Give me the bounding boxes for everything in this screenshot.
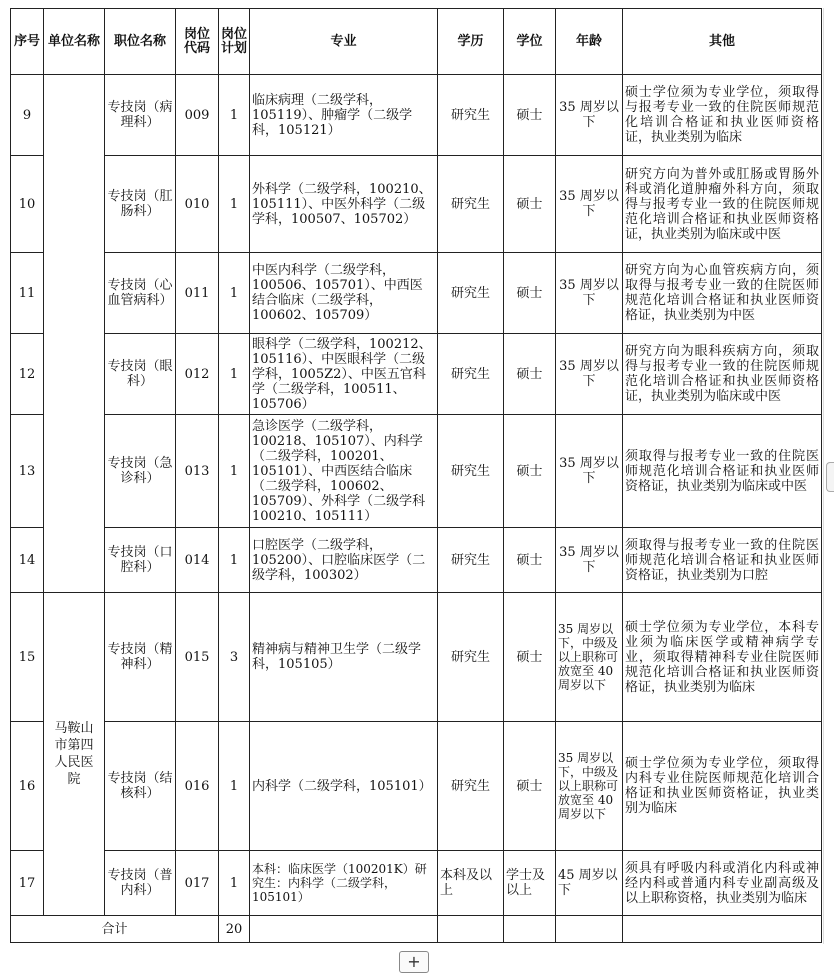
side-collapse-tab[interactable] [826,462,834,492]
cell-seq: 12 [11,334,44,415]
add-row-button[interactable]: + [399,951,429,973]
cell-degree: 硕士 [504,253,556,334]
cell-other: 须取得与报考专业一致的住院医师规范化培训合格证和执业医师资格证，执业类别为临床或中医 [623,415,822,528]
header-plan: 岗位计划 [219,9,250,75]
cell-pos: 专技岗（心血管病科） [105,253,176,334]
cell-edu: 研究生 [438,415,504,528]
cell-major: 中医内科学（二级学科，100506、105701）、中西医结合临床（二级学科，100602、105709） [250,253,438,334]
cell-other: 须具有呼吸内科或消化内科或神经内科或普通内科专业副高级及以上职称资格，执业类别为临床 [623,851,822,916]
cell-code: 015 [176,593,219,722]
cell-plan: 3 [219,593,250,722]
cell-seq: 15 [11,593,44,722]
total-empty [438,916,504,943]
cell-degree: 硕士 [504,334,556,415]
table-row [11,334,822,415]
cell-plan: 1 [219,528,250,593]
cell-seq: 10 [11,156,44,253]
header-other: 其他 [623,9,822,75]
cell-edu: 研究生 [438,334,504,415]
cell-degree: 硕士 [504,415,556,528]
cell-pos: 专技岗（口腔科） [105,528,176,593]
header-unit: 单位名称 [44,9,105,75]
cell-age: 45 周岁以下 [556,851,623,916]
header-edu: 学历 [438,9,504,75]
cell-plan: 1 [219,415,250,528]
cell-code: 012 [176,334,219,415]
cell-pos: 专技岗（精神科） [105,593,176,722]
cell-edu: 研究生 [438,75,504,156]
cell-major: 本科：临床医学（100201K）研究生：内科学（二级学科，105101） [250,851,438,916]
cell-pos: 专技岗（结核科） [105,722,176,851]
cell-edu: 本科及以上 [438,851,504,916]
cell-pos: 专技岗（急诊科） [105,415,176,528]
cell-plan: 1 [219,334,250,415]
total-label: 合计 [11,916,219,943]
table-row [11,253,822,334]
cell-pos: 专技岗（肛肠科） [105,156,176,253]
table-row [11,528,822,593]
cell-seq: 16 [11,722,44,851]
cell-major: 眼科学（二级学科，100212、105116）、中医眼科学（二级学科，1005Z2）、中医五官科学（二级学科，100511、105706） [250,334,438,415]
cell-seq: 17 [11,851,44,916]
cell-age: 35 周岁以下，中级及以上职称可放宽至 40 周岁以下 [556,722,623,851]
cell-other: 研究方向为眼科疾病方向，须取得与报考专业一致的住院医师规范化培训合格证和执业医师资格证，执业类别为临床或中医 [623,334,822,415]
header-pos-code: 岗位代码 [176,9,219,75]
cell-pos: 专技岗（病理科） [105,75,176,156]
cell-code: 013 [176,415,219,528]
table-row [11,851,822,916]
cell-plan: 1 [219,75,250,156]
cell-age: 35 周岁以下 [556,156,623,253]
cell-age: 35 周岁以下，中级及以上职称可放宽至 40 周岁以下 [556,593,623,722]
total-row [11,916,822,943]
cell-plan: 1 [219,722,250,851]
cell-edu: 研究生 [438,253,504,334]
cell-seq: 13 [11,415,44,528]
cell-pos: 专技岗（眼科） [105,334,176,415]
cell-age: 35 周岁以下 [556,334,623,415]
cell-seq: 9 [11,75,44,156]
cell-edu: 研究生 [438,722,504,851]
cell-code: 014 [176,528,219,593]
cell-edu: 研究生 [438,593,504,722]
cell-degree: 硕士 [504,75,556,156]
cell-age: 35 周岁以下 [556,415,623,528]
table-row [11,156,822,253]
cell-pos: 专技岗（普内科） [105,851,176,916]
header-pos-name: 职位名称 [105,9,176,75]
header-seq: 序号 [11,9,44,75]
cell-age: 35 周岁以下 [556,253,623,334]
cell-code: 011 [176,253,219,334]
cell-plan: 1 [219,253,250,334]
table-row [11,722,822,851]
page-edge-line [823,8,824,944]
cell-code: 010 [176,156,219,253]
recruitment-table [10,8,822,943]
cell-major: 精神病与精神卫生学（二级学科，105105） [250,593,438,722]
cell-seq: 14 [11,528,44,593]
table-row [11,75,822,156]
header-age: 年龄 [556,9,623,75]
cell-edu: 研究生 [438,156,504,253]
total-empty [556,916,623,943]
total-empty [504,916,556,943]
cell-degree: 硕士 [504,528,556,593]
cell-code: 016 [176,722,219,851]
cell-major: 急诊医学（二级学科，100218、105107）、内科学（二级学科，100201、105101）、中西医结合临床（二级学科，100602、105709）、外科学（二级学科 100210、105111） [250,415,438,528]
cell-age: 35 周岁以下 [556,75,623,156]
total-plan: 20 [219,916,250,943]
cell-plan: 1 [219,156,250,253]
unit-cell-empty [44,75,105,593]
cell-major: 外科学（二级学科，100210、105111）、中医外科学（二级学科，100507、105702） [250,156,438,253]
total-empty [623,916,822,943]
cell-age: 35 周岁以下 [556,528,623,593]
cell-degree: 硕士 [504,156,556,253]
cell-other: 硕士学位须为专业学位，本科专业须为临床医学或精神病学专业，须取得精神科专业住院医师规范化培训合格证和执业医师资格证，执业类别为临床 [623,593,822,722]
table-row [11,415,822,528]
cell-other: 须取得与报考专业一致的住院医师规范化培训合格证和执业医师资格证，执业类别为口腔 [623,528,822,593]
cell-seq: 11 [11,253,44,334]
total-empty [250,916,438,943]
table-row [11,593,822,722]
cell-plan: 1 [219,851,250,916]
cell-other: 研究方向为普外或肛肠或胃肠外科或消化道肿瘤外科方向，须取得与报考专业一致的住院医师规范化培训合格证和执业医师资格证，执业类别为临床或中医 [623,156,822,253]
cell-other: 研究方向为心血管疾病方向，须取得与报考专业一致的住院医师规范化培训合格证和执业医师资格证，执业类别为中医 [623,253,822,334]
header-row [11,9,822,75]
cell-code: 009 [176,75,219,156]
cell-degree: 硕士 [504,593,556,722]
unit-name-cell: 马鞍山市第四人民医院 [44,593,105,916]
cell-major: 口腔医学（二级学科，105200）、口腔临床医学（二级学科，100302） [250,528,438,593]
cell-major: 内科学（二级学科，105101） [250,722,438,851]
cell-degree: 学士及以上 [504,851,556,916]
header-degree: 学位 [504,9,556,75]
cell-other: 硕士学位须为专业学位，须取得与报考专业一致的住院医师规范化培训合格证和执业医师资格证，执业类别为临床 [623,75,822,156]
cell-major: 临床病理（二级学科，105119）、肿瘤学（二级学科，105121） [250,75,438,156]
cell-edu: 研究生 [438,528,504,593]
header-major: 专业 [250,9,438,75]
cell-other: 硕士学位须为专业学位，须取得内科专业住院医师规范化培训合格证和执业医师资格证，执业类别为临床 [623,722,822,851]
cell-code: 017 [176,851,219,916]
cell-degree: 硕士 [504,722,556,851]
